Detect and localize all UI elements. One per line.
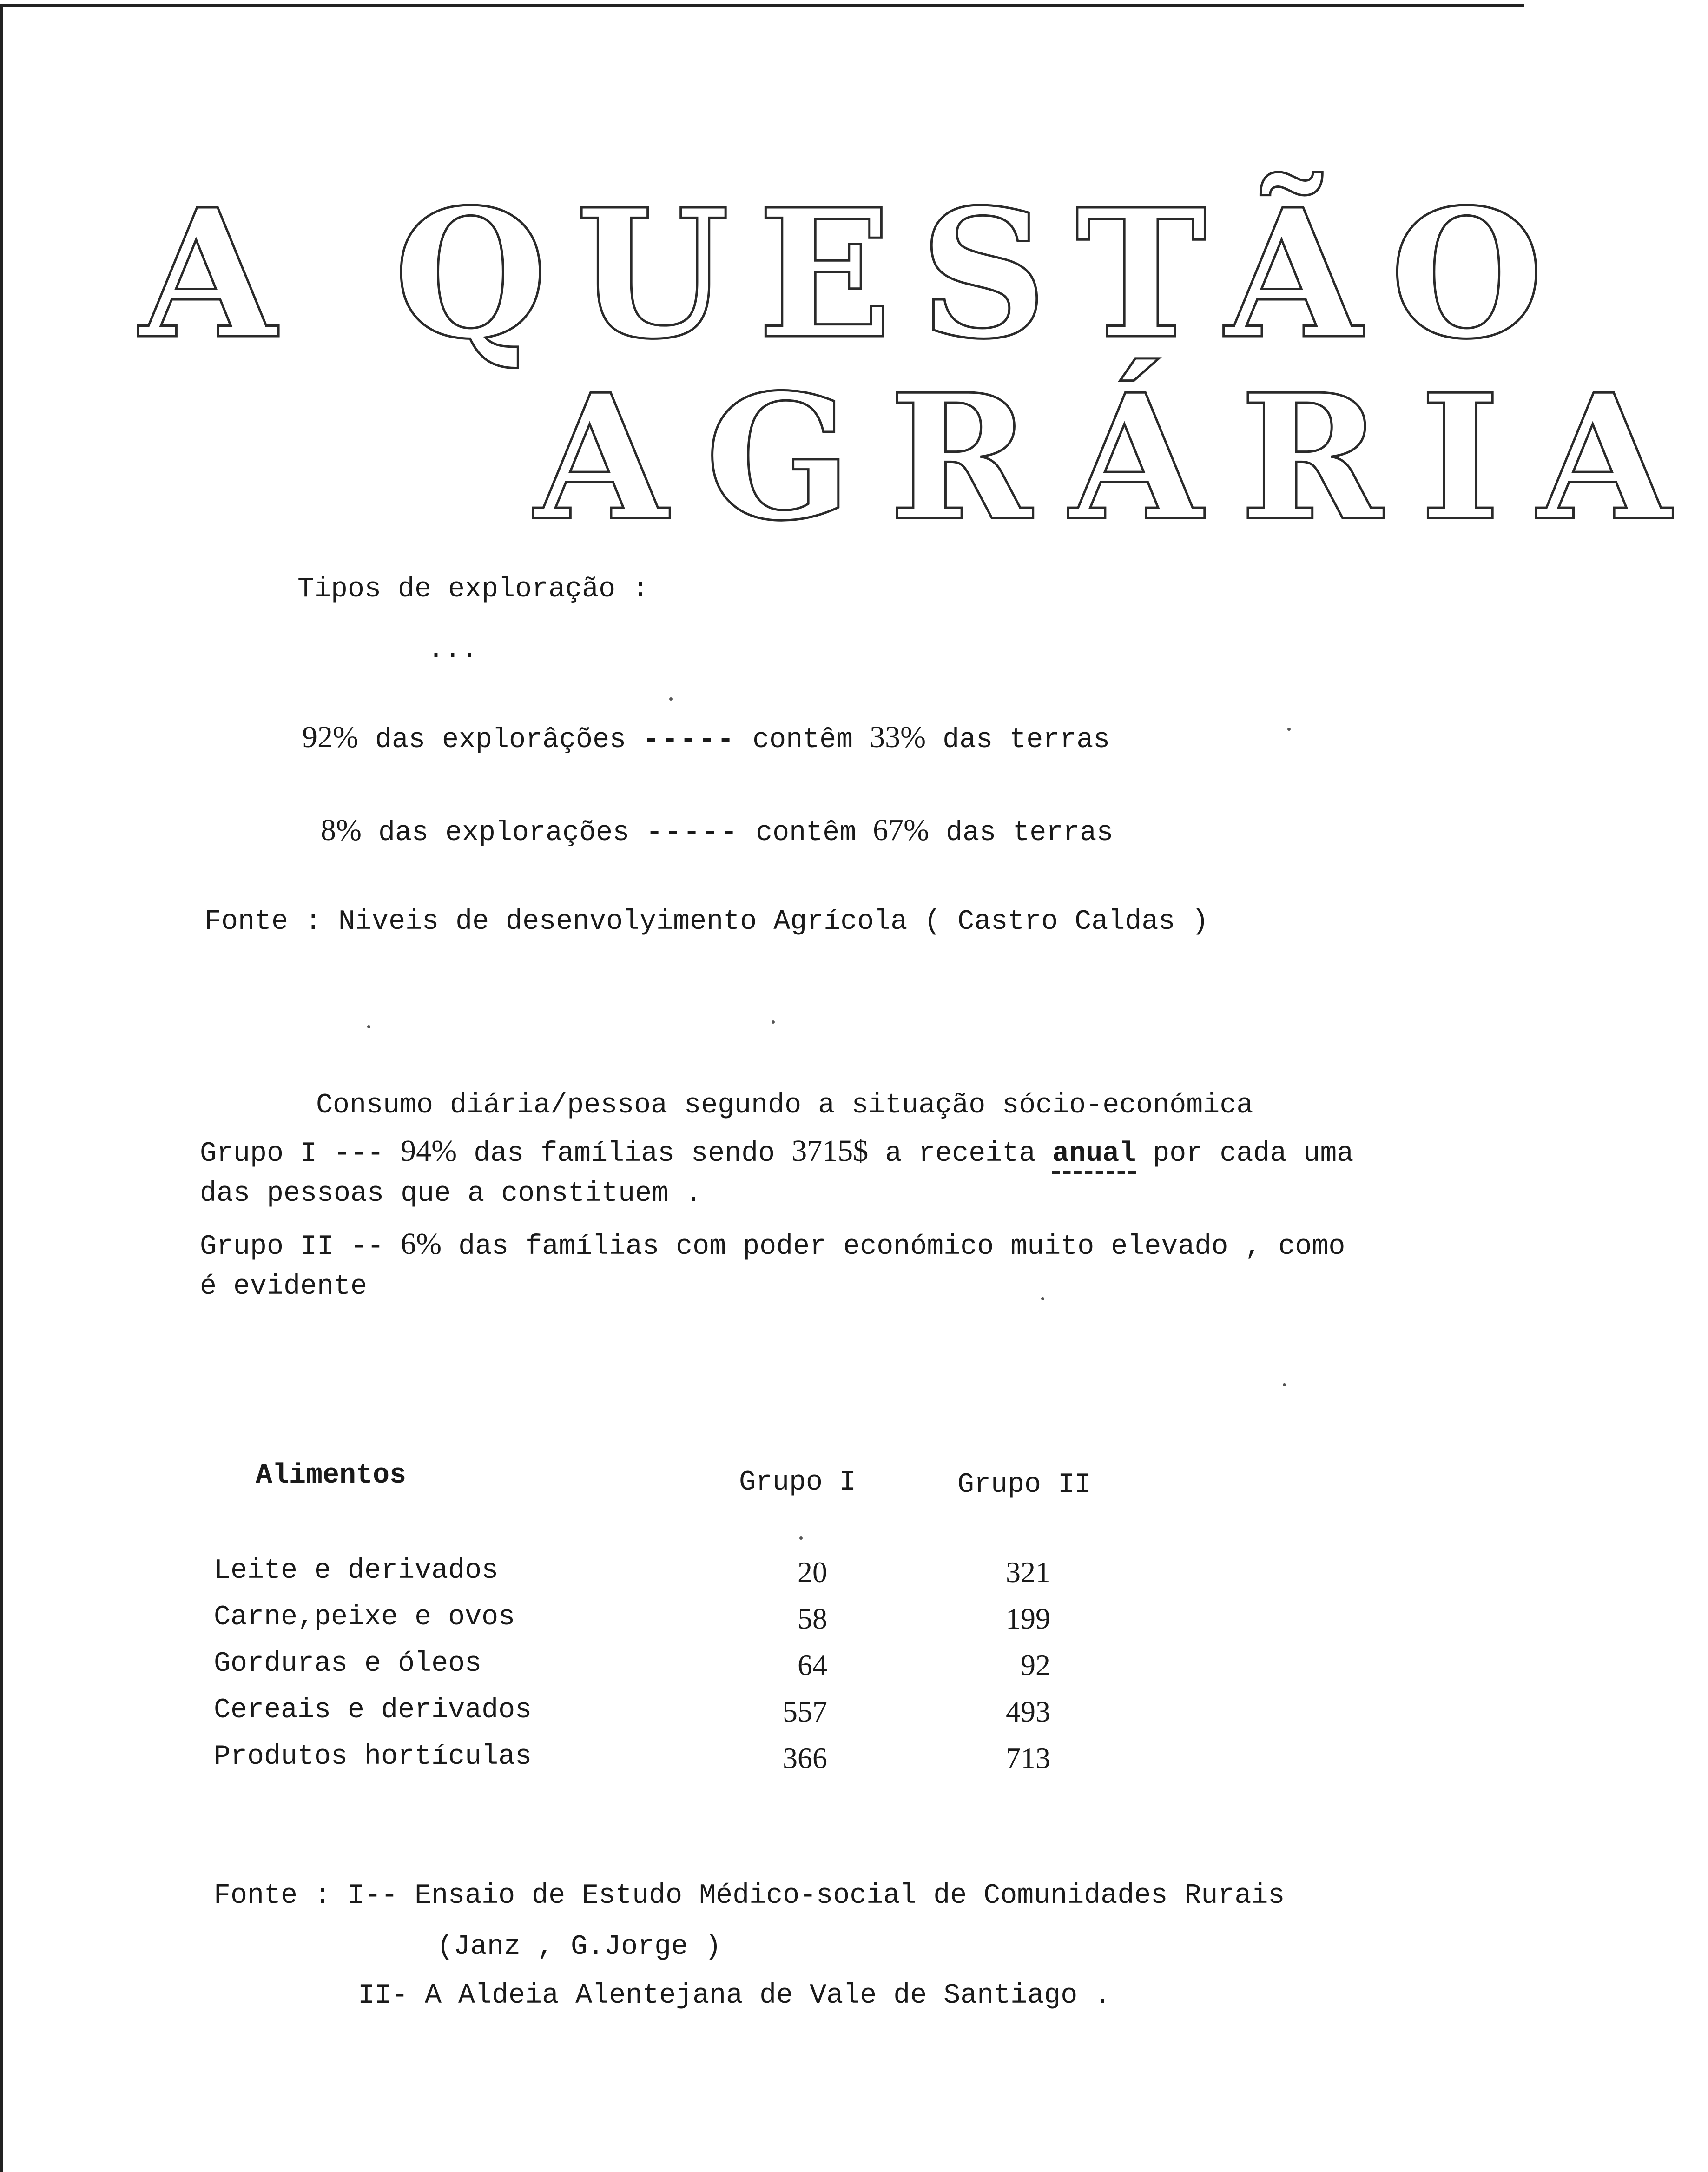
- tipos-row-2-pre: das explorações: [361, 817, 646, 849]
- grupo1-anual: anual: [1052, 1138, 1136, 1174]
- row-grupo2: 713: [1006, 1742, 1050, 1775]
- row-grupo2: 199: [1006, 1602, 1050, 1635]
- tipos-row-2-pct: 8%: [321, 813, 362, 847]
- tipos-fonte: Fonte : Niveis de desenvolyimento Agrícola ( Castro Caldas ): [204, 906, 1209, 938]
- scan-speck: [669, 697, 673, 701]
- tipos-row-2: [321, 814, 1113, 848]
- row-grupo1: 64: [798, 1649, 827, 1682]
- title-line-1: A QUESTÃO: [139, 170, 1572, 378]
- row-grupo2: 493: [1006, 1695, 1050, 1728]
- title-line-2: AGRÁRIA: [534, 357, 1708, 559]
- scan-speck: [1041, 1297, 1044, 1300]
- tipos-row-1: [302, 721, 1110, 755]
- tipos-row-2-pct2: 67%: [873, 813, 930, 847]
- table-row: [214, 1695, 1143, 1741]
- grupo2-pct: 6%: [401, 1227, 442, 1261]
- grupo1-amount: 3715$: [791, 1134, 869, 1168]
- page-border-top: [0, 4, 1524, 7]
- col-header-alimentos: Alimentos: [256, 1460, 407, 1491]
- col-header-grupo2: Grupo II: [957, 1469, 1092, 1501]
- grupo1-mid: das famílias sendo: [457, 1138, 792, 1170]
- scan-speck: [1283, 1383, 1286, 1386]
- scan-speck: [799, 1536, 803, 1540]
- tipos-row-1-dashes: -----: [643, 724, 736, 756]
- tipos-row-2-dashes: -----: [646, 817, 739, 849]
- consumo-heading: Consumo diária/pessoa segundo a situação sócio-económica: [316, 1090, 1253, 1121]
- grupo1-post1: a receita: [868, 1138, 1053, 1170]
- grupo2-prefix: Grupo II --: [200, 1231, 401, 1263]
- scan-speck: [1287, 728, 1291, 731]
- row-grupo1: 366: [783, 1742, 827, 1775]
- table-row: [214, 1602, 1143, 1648]
- row-name: Cereais e derivados: [214, 1695, 532, 1726]
- fontes-line-2: (Janz , G.Jorge ): [437, 1931, 722, 1963]
- row-grupo1: 557: [783, 1695, 827, 1728]
- tipos-row-2-mid: contêm: [739, 817, 873, 849]
- scan-speck: [367, 1025, 370, 1028]
- row-name: Leite e derivados: [214, 1555, 499, 1587]
- fontes-line-3: II- A Aldeia Alentejana de Vale de Santiago .: [358, 1980, 1111, 2012]
- col-header-grupo1: Grupo I: [739, 1467, 857, 1498]
- tipos-row-1-pct2: 33%: [870, 720, 926, 754]
- fontes-line-1: Fonte : I-- Ensaio de Estudo Médico-social de Comunidades Rurais: [214, 1880, 1285, 1912]
- grupo2-line1: [200, 1227, 1345, 1262]
- tipos-ellipsis: ...: [428, 634, 478, 666]
- grupo2-line2: é evidente: [200, 1271, 368, 1303]
- tipos-row-1-pct: 92%: [302, 720, 358, 754]
- grupo1-line1: [200, 1134, 1353, 1169]
- page-border-left: [0, 4, 3, 2172]
- grupo2-post: das famílias com poder económico muito elevado , como: [442, 1231, 1345, 1263]
- row-name: Gorduras e óleos: [214, 1648, 482, 1680]
- row-name: Carne,peixe e ovos: [214, 1602, 515, 1633]
- tipos-row-1-mid: contêm: [736, 724, 870, 756]
- grupo1-line2: das pessoas que a constituem .: [200, 1178, 702, 1210]
- tipos-heading: Tipos de exploração :: [297, 574, 649, 605]
- tipos-row-2-post: das terras: [929, 817, 1114, 849]
- grupo1-prefix: Grupo I ---: [200, 1138, 401, 1170]
- scan-speck: [772, 1020, 775, 1024]
- grupo1-pct: 94%: [401, 1134, 457, 1168]
- table-row: [214, 1555, 1143, 1602]
- row-grupo1: 20: [798, 1556, 827, 1589]
- row-grupo1: 58: [798, 1602, 827, 1635]
- row-grupo2: 321: [1006, 1556, 1050, 1589]
- table-row: [214, 1741, 1143, 1788]
- grupo1-post2: por cada uma: [1136, 1138, 1354, 1170]
- row-grupo2: 92: [1021, 1649, 1050, 1682]
- tipos-row-1-post: das terras: [926, 724, 1110, 756]
- row-name: Produtos hortículas: [214, 1741, 532, 1773]
- table-row: [214, 1648, 1143, 1695]
- tipos-row-1-pre: das explorâções: [358, 724, 643, 756]
